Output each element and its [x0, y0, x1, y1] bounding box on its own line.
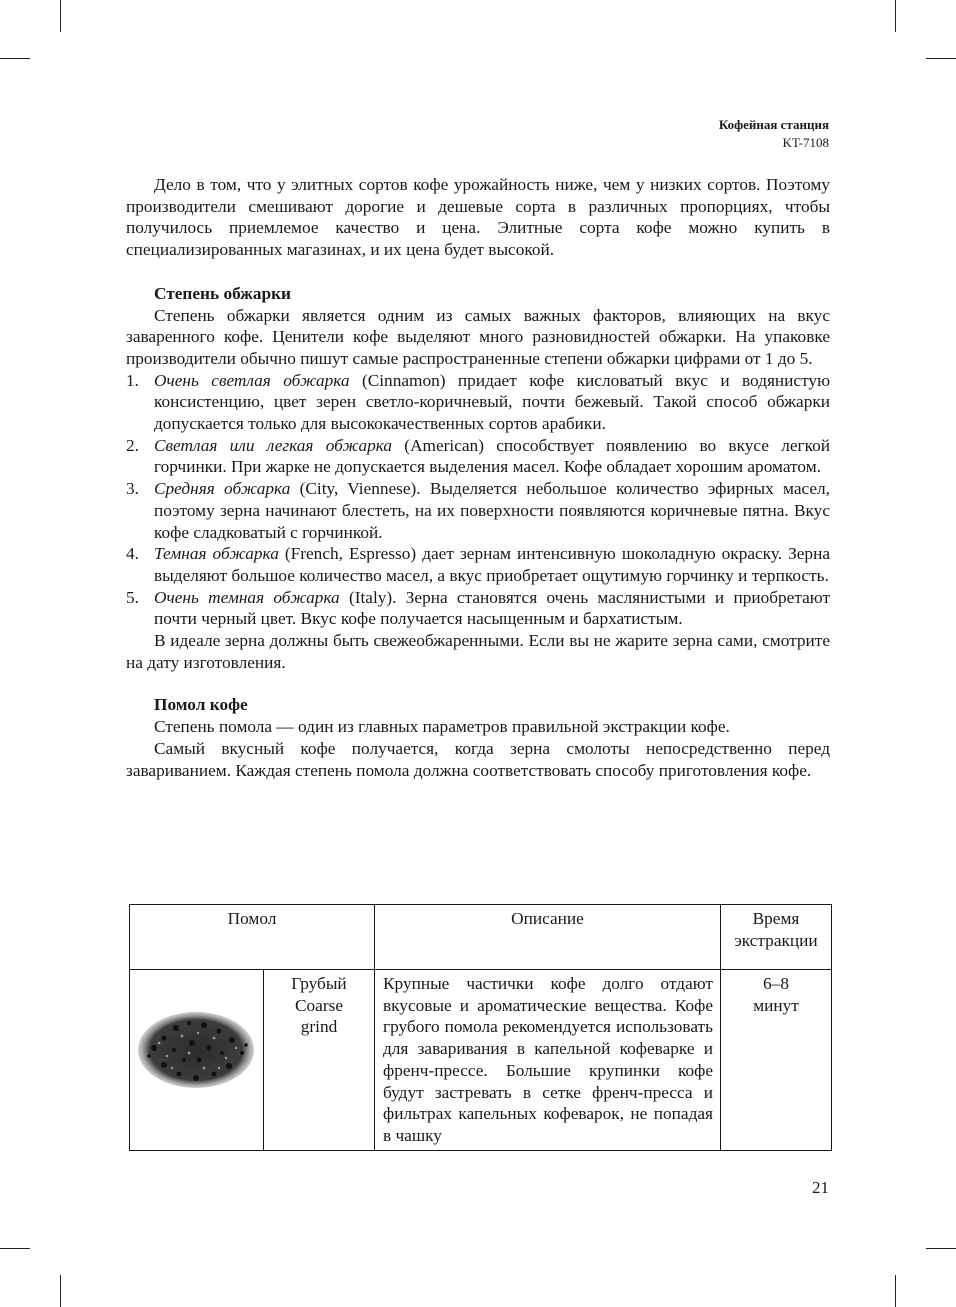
roast-name: Светлая или легкая обжарка [154, 435, 393, 455]
roast-list [126, 370, 830, 630]
roast-paragraph: Степень обжарки является одним из самых важных факторов, влияющих на вкус заваренного кофе. Ценители кофе выделяют много разновидностей обжарки. На упаковке производители обычно пишут самые распространенные степени обжарки цифрами от 1 до 5. [126, 305, 830, 368]
crop-mark-top-right [895, 0, 896, 32]
grind-heading: Помол кофе [154, 695, 248, 715]
page-number: 21 [812, 1178, 829, 1197]
crop-mark-top-left-h [0, 58, 30, 59]
table-header-row [130, 905, 832, 970]
grind-name-cell: Грубый Coarse grind [264, 970, 375, 1151]
list-item: 1. Очень светлая обжарка (Cinnamon) придает кофе кисловатый вкус и водянистую консистенцию, цвет зерен светло-коричневый, почти бежевый. Такой способ обжарки допускается только для высококачественных сортов арабики. [126, 370, 830, 434]
grind-paragraph-1: Степень помола — один из главных параметров правильной экстракции кофе. [154, 717, 730, 737]
table-row [130, 970, 832, 1151]
grind-time-cell: 6–8 минут [721, 970, 832, 1151]
list-item: 3. Средняя обжарка (City, Viennese). Выделяется небольшое количество эфирных масел, поэтому зерна начинают блестеть, на их поверхности появляются коричневые пятна. Вкус кофе сладковатый с горчинкой. [126, 479, 831, 542]
header-time: Время экстракции [721, 905, 832, 970]
coarse-coffee-grounds-image [134, 998, 258, 1098]
grind-paragraph-2: Самый вкусный кофе получается, когда зерна смолоты непосредственно перед завариванием. Каждая степень помола должна соответствовать способу приготовления кофе. [126, 738, 830, 780]
grind-description-cell: Крупные частички кофе долго отдают вкусовые и ароматические вещества. Кофе грубого помола рекомендуется использовать для заваривания в капельной кофеварке и френч-прессе. Большие крупинки кофе будут застревать в сетке френч-пресса и фильтрах капельных кофеварок, не попадая в чашку [375, 970, 721, 1151]
running-header [719, 116, 829, 152]
header-model: KT-7108 [782, 135, 829, 150]
crop-mark-top-right-h [926, 58, 956, 59]
header-grind: Помол [130, 905, 375, 970]
crop-mark-bottom-right-h [926, 1248, 956, 1249]
roast-name: Очень светлая обжарка [154, 370, 350, 390]
crop-mark-top-left [60, 0, 61, 32]
grind-image-cell [130, 970, 264, 1151]
header-title: Кофейная станция [718, 117, 829, 132]
header-description: Описание [375, 905, 721, 970]
list-item: 2. Светлая или легкая обжарка (American) способствует появлению во вкусе легкой горчинки. При жарке не допускается выделения масел. Кофе обладает хорошим ароматом. [126, 435, 830, 477]
roast-closing: В идеале зерна должны быть свежеобжаренными. Если вы не жарите зерна сами, смотрите на дату изготовления. [126, 631, 830, 672]
crop-mark-bottom-left-h [0, 1248, 30, 1249]
roast-name: Темная обжарка [154, 544, 279, 564]
list-item: 4. Темная обжарка (French, Espresso) дает зернам интенсивную шоколадную окраску. Зерна выделяют большое количество масел, а вкус приобретает ощутимую горчинку и терпкость. [126, 544, 830, 585]
roast-name: Очень темная обжарка [154, 587, 340, 607]
main-content [126, 174, 830, 781]
roast-name: Средняя обжарка [154, 479, 291, 499]
list-item: 5. Очень темная обжарка (Italy). Зерна становятся очень маслянистыми и приобретают почти черный цвет. Вкус кофе получается насыщенным и бархатистым. [126, 587, 831, 629]
grind-table [129, 904, 832, 1151]
crop-mark-bottom-left [60, 1275, 61, 1307]
intro-paragraph: Дело в том, что у элитных сортов кофе урожайность ниже, чем у низких сортов. Поэтому производители смешивают дорогие и дешевые сорта в различных пропорциях, чтобы получилось приемлемое качество и цена. Элитные сорта кофе можно купить в специализированных магазинах, и их цена будет высокой. [126, 175, 830, 260]
roast-heading: Степень обжарки [154, 283, 292, 303]
crop-mark-bottom-right [895, 1275, 896, 1307]
